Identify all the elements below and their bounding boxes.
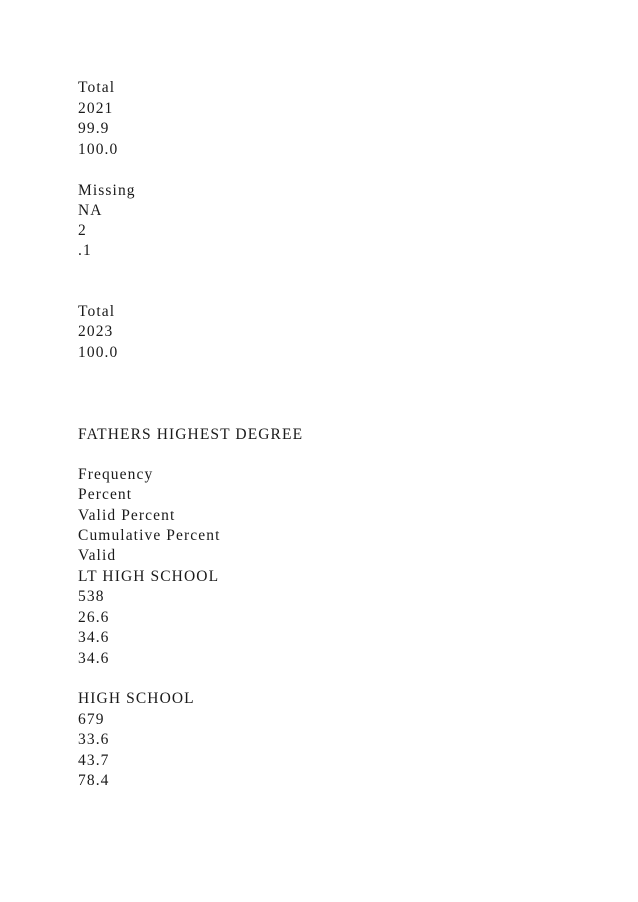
- text-line: 99.9: [78, 120, 110, 137]
- column-header: Valid Percent: [78, 507, 176, 524]
- cell-value: 538: [78, 588, 105, 605]
- row-label: HIGH SCHOOL: [78, 690, 195, 707]
- text-line: 100.0: [78, 344, 119, 361]
- row-label: LT HIGH SCHOOL: [78, 568, 220, 585]
- cell-value: 26.6: [78, 609, 110, 626]
- cell-value: 43.7: [78, 752, 110, 769]
- cell-value: 679: [78, 711, 105, 728]
- section-title: FATHERS HIGHEST DEGREE: [78, 426, 304, 443]
- text-line: NA: [78, 202, 103, 219]
- text-line: .1: [78, 242, 92, 259]
- cell-value: 34.6: [78, 629, 110, 646]
- column-header: Cumulative Percent: [78, 527, 221, 544]
- text-line: 2: [78, 222, 87, 239]
- column-header: Frequency: [78, 466, 154, 483]
- text-line: 100.0: [78, 141, 119, 158]
- text-line: Total: [78, 79, 116, 96]
- row-group-label: Valid: [78, 547, 117, 564]
- text-line: 2023: [78, 323, 114, 340]
- cell-value: 33.6: [78, 731, 110, 748]
- text-line: 2021: [78, 100, 114, 117]
- text-line: Missing: [78, 182, 136, 199]
- cell-value: 78.4: [78, 772, 110, 789]
- column-header: Percent: [78, 486, 133, 503]
- cell-value: 34.6: [78, 650, 110, 667]
- text-line: Total: [78, 303, 116, 320]
